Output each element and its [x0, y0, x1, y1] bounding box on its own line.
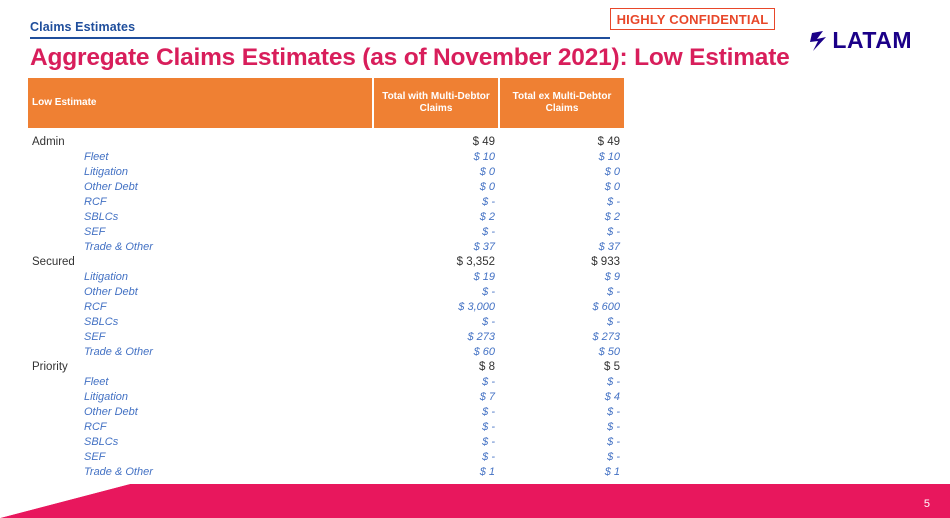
cell-total-with-multi-debtor: $ - — [482, 285, 495, 298]
table-row — [28, 434, 624, 449]
cell-total-with-multi-debtor: $ 3,352 — [456, 255, 495, 268]
row-label: Litigation — [84, 165, 129, 178]
cell-total-ex-multi-debtor: $ 933 — [591, 255, 620, 268]
row-label: Trade & Other — [84, 345, 153, 358]
row-label: Other Debt — [84, 405, 138, 418]
row-label: SEF — [84, 330, 106, 343]
row-label: RCF — [84, 195, 107, 208]
table-row — [28, 224, 624, 239]
table-row — [28, 314, 624, 329]
cell-total-ex-multi-debtor: $ 5 — [604, 360, 620, 373]
cell-total-with-multi-debtor: $ 3,000 — [458, 300, 495, 313]
row-label: RCF — [84, 420, 107, 433]
row-label: Fleet — [84, 150, 109, 163]
page-title: Aggregate Claims Estimates (as of November 2021): Low Estimate — [30, 44, 790, 71]
cell-total-with-multi-debtor: $ - — [482, 195, 495, 208]
cell-total-ex-multi-debtor: $ 273 — [592, 330, 620, 343]
table-row — [28, 404, 624, 419]
latam-logo-mark — [810, 30, 828, 52]
table-row — [28, 464, 624, 479]
row-label: Other Debt — [84, 180, 138, 193]
column-header-low-estimate: Low Estimate — [28, 78, 373, 128]
cell-total-with-multi-debtor: $ 1 — [479, 465, 495, 478]
row-label: Priority — [32, 360, 68, 373]
cell-total-with-multi-debtor: $ - — [482, 405, 495, 418]
row-label: SEF — [84, 450, 106, 463]
row-label: SBLCs — [84, 435, 119, 448]
table-row — [28, 179, 624, 194]
cell-total-ex-multi-debtor: $ 9 — [604, 270, 620, 283]
cell-total-ex-multi-debtor: $ 50 — [598, 345, 620, 358]
cell-total-ex-multi-debtor: $ - — [607, 420, 620, 433]
footer-band — [0, 484, 950, 518]
table-row — [28, 149, 624, 164]
table-row — [28, 254, 624, 269]
cell-total-with-multi-debtor: $ - — [482, 225, 495, 238]
row-label: Fleet — [84, 375, 109, 388]
table-row — [28, 134, 624, 149]
cell-total-with-multi-debtor: $ 2 — [479, 210, 495, 223]
row-label: SEF — [84, 225, 106, 238]
table-row — [28, 239, 624, 254]
cell-total-with-multi-debtor: $ 10 — [473, 150, 495, 163]
table-row — [28, 374, 624, 389]
cell-total-with-multi-debtor: $ 273 — [467, 330, 495, 343]
table-row — [28, 389, 624, 404]
column-header-total-ex-multi-debtor: Total ex Multi-Debtor Claims — [499, 78, 624, 128]
row-label: Trade & Other — [84, 240, 153, 253]
row-label: SBLCs — [84, 315, 119, 328]
table-row — [28, 344, 624, 359]
latam-logo-text: LATAM — [832, 27, 912, 53]
cell-total-ex-multi-debtor: $ - — [607, 225, 620, 238]
row-label: Other Debt — [84, 285, 138, 298]
cell-total-ex-multi-debtor: $ 2 — [604, 210, 620, 223]
row-label: Litigation — [84, 270, 129, 283]
cell-total-ex-multi-debtor: $ - — [607, 375, 620, 388]
table-row — [28, 194, 624, 209]
cell-total-ex-multi-debtor: $ 0 — [604, 165, 620, 178]
cell-total-with-multi-debtor: $ 19 — [473, 270, 495, 283]
cell-total-with-multi-debtor: $ - — [482, 375, 495, 388]
table-body — [28, 128, 624, 479]
cell-total-with-multi-debtor: $ - — [482, 315, 495, 328]
cell-total-ex-multi-debtor: $ 1 — [604, 465, 620, 478]
page-number: 5 — [923, 498, 930, 510]
claims-table-container — [28, 78, 620, 479]
cell-total-with-multi-debtor: $ - — [482, 435, 495, 448]
cell-total-ex-multi-debtor: $ 10 — [598, 150, 620, 163]
cell-total-with-multi-debtor: $ 7 — [479, 390, 495, 403]
cell-total-ex-multi-debtor: $ 4 — [604, 390, 620, 403]
table-row — [28, 359, 624, 374]
cell-total-ex-multi-debtor: $ - — [607, 435, 620, 448]
cell-total-ex-multi-debtor: $ - — [607, 450, 620, 463]
row-label: Litigation — [84, 390, 129, 403]
cell-total-ex-multi-debtor: $ 49 — [597, 135, 620, 148]
cell-total-with-multi-debtor: $ 0 — [479, 180, 495, 193]
table-head — [28, 78, 624, 128]
cell-total-ex-multi-debtor: $ - — [607, 285, 620, 298]
cell-total-ex-multi-debtor: $ 0 — [604, 180, 620, 193]
section-eyebrow: Claims Estimates — [30, 20, 136, 34]
cell-total-ex-multi-debtor: $ - — [607, 405, 620, 418]
table-row — [28, 449, 624, 464]
cell-total-with-multi-debtor: $ 0 — [479, 165, 495, 178]
footer-accent-shape — [0, 484, 950, 518]
row-label: SBLCs — [84, 210, 119, 223]
latam-logo — [810, 27, 912, 54]
table-header-row — [28, 78, 624, 128]
cell-total-ex-multi-debtor: $ - — [607, 315, 620, 328]
cell-total-with-multi-debtor: $ 37 — [473, 240, 495, 253]
table-row — [28, 269, 624, 284]
eyebrow-divider — [30, 37, 610, 39]
cell-total-with-multi-debtor: $ - — [482, 420, 495, 433]
table-row — [28, 209, 624, 224]
cell-total-with-multi-debtor: $ 8 — [479, 360, 495, 373]
column-header-total-with-multi-debtor: Total with Multi-Debtor Claims — [373, 78, 499, 128]
cell-total-ex-multi-debtor: $ 600 — [592, 300, 620, 313]
table-row — [28, 164, 624, 179]
table-row — [28, 299, 624, 314]
cell-total-with-multi-debtor: $ 49 — [472, 135, 495, 148]
cell-total-ex-multi-debtor: $ 37 — [598, 240, 620, 253]
table-row — [28, 329, 624, 344]
row-label: Secured — [32, 255, 75, 268]
confidentiality-badge: HIGHLY CONFIDENTIAL — [610, 8, 775, 30]
row-label: Trade & Other — [84, 465, 153, 478]
claims-estimates-table — [28, 78, 624, 479]
table-row — [28, 419, 624, 434]
cell-total-ex-multi-debtor: $ - — [607, 195, 620, 208]
row-label: RCF — [84, 300, 107, 313]
cell-total-with-multi-debtor: $ 60 — [473, 345, 495, 358]
row-label: Admin — [32, 135, 65, 148]
table-row — [28, 284, 624, 299]
cell-total-with-multi-debtor: $ - — [482, 450, 495, 463]
